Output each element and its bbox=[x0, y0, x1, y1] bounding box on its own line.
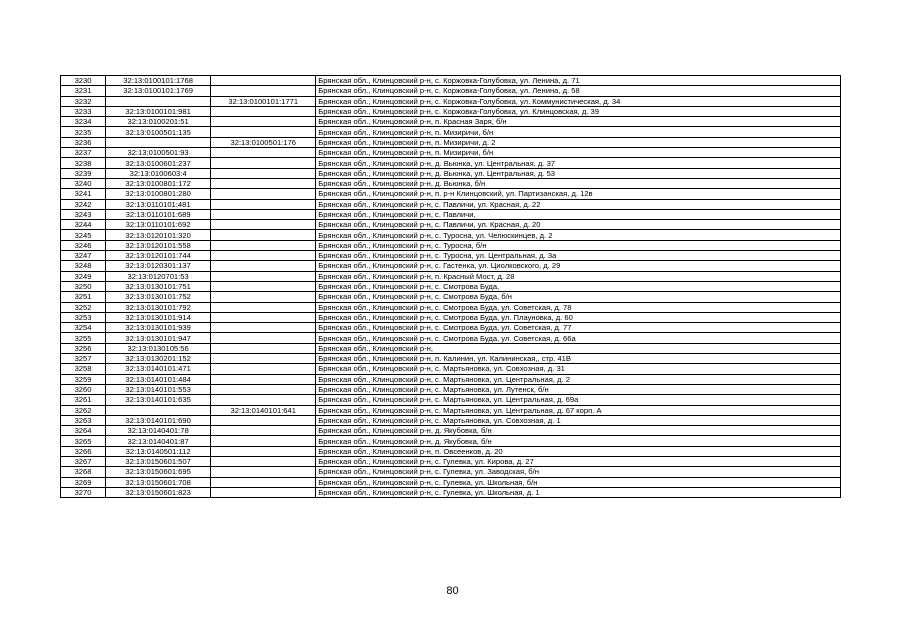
address-cell: Брянская обл., Клинцовский р-н, п. Красная Заря, б/н bbox=[316, 117, 841, 127]
table-row bbox=[61, 364, 841, 374]
address-cell: Брянская обл., Клинцовский р-н, с. Туросна, ул. Центральная, д. 3а bbox=[316, 251, 841, 261]
row-number-cell: 3234 bbox=[61, 117, 106, 127]
cadastral-number-cell: 32:13:0120701:53 bbox=[106, 271, 211, 281]
table-row bbox=[61, 117, 841, 127]
address-cell: Брянская обл., Клинцовский р-н, п. Калинин, ул. Калининская,, стр. 41В bbox=[316, 354, 841, 364]
address-cell: Брянская обл., Клинцовский р-н, с. Павличи, bbox=[316, 209, 841, 219]
address-cell: Брянская обл., Клинцовский р-н, с. Коржовка-Голубовка, ул. Ленина, д. 58 bbox=[316, 86, 841, 96]
table-row bbox=[61, 240, 841, 250]
address-cell: Брянская обл., Клинцовский р-н, с. Смотрова Буда, ул. Советская, д. 78 bbox=[316, 302, 841, 312]
cadastral-number-alt-cell bbox=[211, 302, 316, 312]
address-cell: Брянская обл., Клинцовский р-н, п. Овсеенков, д. 20 bbox=[316, 446, 841, 456]
row-number-cell: 3238 bbox=[61, 158, 106, 168]
address-cell: Брянская обл., Клинцовский р-н, с. Гулевка, ул. Заводская, б/н bbox=[316, 467, 841, 477]
row-number-cell: 3251 bbox=[61, 292, 106, 302]
cadastral-number-cell: 32:13:0100601:237 bbox=[106, 158, 211, 168]
cadastral-number-cell: 32:13:0140101:635 bbox=[106, 395, 211, 405]
row-number-cell: 3262 bbox=[61, 405, 106, 415]
address-cell: Брянская обл., Клинцовский р-н, с. Гулевка, ул. Школьная, б/н bbox=[316, 477, 841, 487]
cadastral-number-cell: 32:13:0130201:152 bbox=[106, 354, 211, 364]
cadastral-number-alt-cell bbox=[211, 374, 316, 384]
cadastral-number-alt-cell bbox=[211, 312, 316, 322]
cadastral-number-cell: 32:13:0140401:87 bbox=[106, 436, 211, 446]
table-row bbox=[61, 220, 841, 230]
cadastral-number-cell bbox=[106, 96, 211, 106]
table-row bbox=[61, 230, 841, 240]
cadastral-number-alt-cell bbox=[211, 86, 316, 96]
row-number-cell: 3230 bbox=[61, 76, 106, 86]
cadastral-number-alt-cell bbox=[211, 168, 316, 178]
row-number-cell: 3254 bbox=[61, 323, 106, 333]
table-row bbox=[61, 292, 841, 302]
table-row bbox=[61, 158, 841, 168]
cadastral-number-cell: 32:13:0100501:135 bbox=[106, 127, 211, 137]
table-row bbox=[61, 209, 841, 219]
table-row bbox=[61, 384, 841, 394]
cadastral-number-alt-cell bbox=[211, 281, 316, 291]
row-number-cell: 3268 bbox=[61, 467, 106, 477]
cadastral-number-alt-cell bbox=[211, 487, 316, 497]
cadastral-number-alt-cell bbox=[211, 240, 316, 250]
address-cell: Брянская обл., Клинцовский р-н, д. Вьюнка, ул. Центральная, д. 53 bbox=[316, 168, 841, 178]
cadastral-number-alt-cell bbox=[211, 117, 316, 127]
cadastral-number-alt-cell bbox=[211, 178, 316, 188]
cadastral-number-alt-cell: 32:13:0140101:641 bbox=[211, 405, 316, 415]
row-number-cell: 3239 bbox=[61, 168, 106, 178]
address-cell: Брянская обл., Клинцовский р-н, с. Мартьяновка, ул. Центральная, д. 2 bbox=[316, 374, 841, 384]
cadastral-number-cell: 32:13:0130105:56 bbox=[106, 343, 211, 353]
cadastral-number-alt-cell bbox=[211, 251, 316, 261]
table-row bbox=[61, 312, 841, 322]
table-row bbox=[61, 467, 841, 477]
row-number-cell: 3256 bbox=[61, 343, 106, 353]
cadastral-number-cell: 32:13:0100501:93 bbox=[106, 148, 211, 158]
row-number-cell: 3258 bbox=[61, 364, 106, 374]
cadastral-number-cell: 32:13:0100101:1768 bbox=[106, 76, 211, 86]
cadastral-number-alt-cell bbox=[211, 343, 316, 353]
table-row bbox=[61, 281, 841, 291]
cadastral-number-alt-cell bbox=[211, 477, 316, 487]
table-row bbox=[61, 168, 841, 178]
row-number-cell: 3249 bbox=[61, 271, 106, 281]
cadastral-number-cell: 32:13:0120101:558 bbox=[106, 240, 211, 250]
table-row bbox=[61, 456, 841, 466]
cadastral-number-alt-cell bbox=[211, 426, 316, 436]
row-number-cell: 3260 bbox=[61, 384, 106, 394]
table-row bbox=[61, 477, 841, 487]
table-row bbox=[61, 137, 841, 147]
row-number-cell: 3244 bbox=[61, 220, 106, 230]
cadastral-number-alt-cell bbox=[211, 158, 316, 168]
table-row bbox=[61, 251, 841, 261]
row-number-cell: 3245 bbox=[61, 230, 106, 240]
cadastral-number-cell: 32:13:0150601:695 bbox=[106, 467, 211, 477]
table-row bbox=[61, 178, 841, 188]
cadastral-number-cell: 32:13:0140401:78 bbox=[106, 426, 211, 436]
address-cell: Брянская обл., Клинцовский р-н, с. Павличи, ул. Красная, д. 22 bbox=[316, 199, 841, 209]
row-number-cell: 3241 bbox=[61, 189, 106, 199]
row-number-cell: 3250 bbox=[61, 281, 106, 291]
address-cell: Брянская обл., Клинцовский р-н, с. Мартьяновка, ул. Совхозная, д. 1 bbox=[316, 415, 841, 425]
table-row bbox=[61, 148, 841, 158]
cadastral-number-cell: 32:13:0130101:792 bbox=[106, 302, 211, 312]
cadastral-number-alt-cell bbox=[211, 456, 316, 466]
table-row bbox=[61, 199, 841, 209]
cadastral-number-cell bbox=[106, 405, 211, 415]
registry-table-body bbox=[61, 76, 841, 498]
row-number-cell: 3246 bbox=[61, 240, 106, 250]
row-number-cell: 3264 bbox=[61, 426, 106, 436]
cadastral-number-cell: 32:13:0100101:1769 bbox=[106, 86, 211, 96]
cadastral-number-alt-cell bbox=[211, 209, 316, 219]
row-number-cell: 3233 bbox=[61, 106, 106, 116]
table-row bbox=[61, 343, 841, 353]
row-number-cell: 3255 bbox=[61, 333, 106, 343]
cadastral-number-alt-cell bbox=[211, 436, 316, 446]
table-row bbox=[61, 86, 841, 96]
cadastral-number-alt-cell bbox=[211, 261, 316, 271]
row-number-cell: 3242 bbox=[61, 199, 106, 209]
cadastral-number-alt-cell bbox=[211, 354, 316, 364]
cadastral-number-cell: 32:13:0150601:823 bbox=[106, 487, 211, 497]
cadastral-number-alt-cell bbox=[211, 230, 316, 240]
cadastral-number-alt-cell bbox=[211, 220, 316, 230]
address-cell: Брянская обл., Клинцовский р-н, п. р-н Клинцовский, ул. Партизанская, д. 12в bbox=[316, 189, 841, 199]
cadastral-number-alt-cell bbox=[211, 446, 316, 456]
cadastral-number-cell: 32:13:0150601:507 bbox=[106, 456, 211, 466]
row-number-cell: 3259 bbox=[61, 374, 106, 384]
row-number-cell: 3252 bbox=[61, 302, 106, 312]
table-row bbox=[61, 395, 841, 405]
address-cell: Брянская обл., Клинцовский р-н, д. Вьюнка, б/н bbox=[316, 178, 841, 188]
table-row bbox=[61, 405, 841, 415]
cadastral-number-cell: 32:13:0100801:280 bbox=[106, 189, 211, 199]
table-row bbox=[61, 76, 841, 86]
cadastral-number-cell: 32:13:0140501:112 bbox=[106, 446, 211, 456]
table-row bbox=[61, 106, 841, 116]
address-cell: Брянская обл., Клинцовский р-н, с. Гастенка, ул. Циолковского, д. 29 bbox=[316, 261, 841, 271]
row-number-cell: 3248 bbox=[61, 261, 106, 271]
cadastral-number-alt-cell bbox=[211, 467, 316, 477]
cadastral-number-cell: 32:13:0150601:708 bbox=[106, 477, 211, 487]
cadastral-number-alt-cell bbox=[211, 415, 316, 425]
cadastral-number-alt-cell bbox=[211, 199, 316, 209]
address-cell: Брянская обл., Клинцовский р-н, с. Мартьяновка, ул. Центральная, д. 67 корп. А bbox=[316, 405, 841, 415]
row-number-cell: 3269 bbox=[61, 477, 106, 487]
cadastral-number-alt-cell: 32:13:0100501:176 bbox=[211, 137, 316, 147]
cadastral-number-alt-cell bbox=[211, 384, 316, 394]
registry-table bbox=[60, 75, 841, 498]
cadastral-number-cell: 32:13:0120101:320 bbox=[106, 230, 211, 240]
cadastral-number-alt-cell bbox=[211, 395, 316, 405]
cadastral-number-cell: 32:13:0140101:471 bbox=[106, 364, 211, 374]
cadastral-number-alt-cell bbox=[211, 189, 316, 199]
address-cell: Брянская обл., Клинцовский р-н, д. Якубовка, б/н bbox=[316, 436, 841, 446]
table-row bbox=[61, 189, 841, 199]
cadastral-number-cell: 32:13:0140101:484 bbox=[106, 374, 211, 384]
address-cell: Брянская обл., Клинцовский р-н, д. Вьюнка, ул. Центральная, д. 37 bbox=[316, 158, 841, 168]
cadastral-number-cell: 32:13:0110101:689 bbox=[106, 209, 211, 219]
cadastral-number-cell: 32:13:0100603:4 bbox=[106, 168, 211, 178]
cadastral-number-alt-cell bbox=[211, 364, 316, 374]
cadastral-number-cell: 32:13:0110101:692 bbox=[106, 220, 211, 230]
cadastral-number-cell: 32:13:0130101:751 bbox=[106, 281, 211, 291]
table-row bbox=[61, 446, 841, 456]
address-cell: Брянская обл., Клинцовский р-н, с. Коржовка-Голубовка, ул. Коммунистическая, д. 34 bbox=[316, 96, 841, 106]
address-cell: Брянская обл., Клинцовский р-н, с. Павличи, ул. Красная, д. 20 bbox=[316, 220, 841, 230]
row-number-cell: 3270 bbox=[61, 487, 106, 497]
address-cell: Брянская обл., Клинцовский р-н, п. Мизиричи, б/н bbox=[316, 148, 841, 158]
cadastral-number-cell: 32:13:0140101:553 bbox=[106, 384, 211, 394]
address-cell: Брянская обл., Клинцовский р-н, с. Смотрова Буда, ул. Плауновка, д. 60 bbox=[316, 312, 841, 322]
address-cell: Брянская обл., Клинцовский р-н, с. Смотрова Буда, bbox=[316, 281, 841, 291]
row-number-cell: 3266 bbox=[61, 446, 106, 456]
address-cell: Брянская обл., Клинцовский р-н, с. Мартьяновка, ул. Совхозная, д. 31 bbox=[316, 364, 841, 374]
address-cell: Брянская обл., Клинцовский р-н, bbox=[316, 343, 841, 353]
table-row bbox=[61, 487, 841, 497]
table-row bbox=[61, 415, 841, 425]
row-number-cell: 3243 bbox=[61, 209, 106, 219]
row-number-cell: 3235 bbox=[61, 127, 106, 137]
table-row bbox=[61, 261, 841, 271]
cadastral-number-cell bbox=[106, 137, 211, 147]
cadastral-number-cell: 32:13:0140101:690 bbox=[106, 415, 211, 425]
cadastral-number-alt-cell bbox=[211, 271, 316, 281]
table-row bbox=[61, 426, 841, 436]
table-row bbox=[61, 333, 841, 343]
table-row bbox=[61, 271, 841, 281]
address-cell: Брянская обл., Клинцовский р-н, п. Мизиричи, д. 2 bbox=[316, 137, 841, 147]
address-cell: Брянская обл., Клинцовский р-н, с. Туросна, б/н bbox=[316, 240, 841, 250]
table-row bbox=[61, 436, 841, 446]
cadastral-number-cell: 32:13:0130101:939 bbox=[106, 323, 211, 333]
address-cell: Брянская обл., Клинцовский р-н, с. Гулевка, ул. Школьная, д. 1 bbox=[316, 487, 841, 497]
cadastral-number-alt-cell bbox=[211, 106, 316, 116]
row-number-cell: 3247 bbox=[61, 251, 106, 261]
cadastral-number-alt-cell bbox=[211, 76, 316, 86]
row-number-cell: 3240 bbox=[61, 178, 106, 188]
table-row bbox=[61, 96, 841, 106]
cadastral-number-cell: 32:13:0130101:914 bbox=[106, 312, 211, 322]
cadastral-number-alt-cell bbox=[211, 127, 316, 137]
address-cell: Брянская обл., Клинцовский р-н, с. Смотрова Буда, б/н bbox=[316, 292, 841, 302]
cadastral-number-alt-cell bbox=[211, 323, 316, 333]
address-cell: Брянская обл., Клинцовский р-н, с. Мартьяновка, ул. Лутенск, б/н bbox=[316, 384, 841, 394]
table-row bbox=[61, 302, 841, 312]
address-cell: Брянская обл., Клинцовский р-н, п. Красный Мост, д. 28 bbox=[316, 271, 841, 281]
row-number-cell: 3267 bbox=[61, 456, 106, 466]
row-number-cell: 3236 bbox=[61, 137, 106, 147]
table-row bbox=[61, 323, 841, 333]
row-number-cell: 3261 bbox=[61, 395, 106, 405]
row-number-cell: 3263 bbox=[61, 415, 106, 425]
row-number-cell: 3231 bbox=[61, 86, 106, 96]
table-row bbox=[61, 354, 841, 364]
address-cell: Брянская обл., Клинцовский р-н, с. Туросна, ул. Челюскинцев, д. 2 bbox=[316, 230, 841, 240]
address-cell: Брянская обл., Клинцовский р-н, с. Гулевка, ул. Кирова, д. 27 bbox=[316, 456, 841, 466]
address-cell: Брянская обл., Клинцовский р-н, с. Смотрова Буда, ул. Советская, д. 77 bbox=[316, 323, 841, 333]
cadastral-number-alt-cell: 32:13:0100101:1771 bbox=[211, 96, 316, 106]
cadastral-number-cell: 32:13:0100101:981 bbox=[106, 106, 211, 116]
row-number-cell: 3237 bbox=[61, 148, 106, 158]
row-number-cell: 3257 bbox=[61, 354, 106, 364]
address-cell: Брянская обл., Клинцовский р-н, с. Смотрова Буда, ул. Советская, д. 66а bbox=[316, 333, 841, 343]
cadastral-number-cell: 32:13:0100201:51 bbox=[106, 117, 211, 127]
address-cell: Брянская обл., Клинцовский р-н, с. Коржовка-Голубовка, ул. Ленина, д. 71 bbox=[316, 76, 841, 86]
address-cell: Брянская обл., Клинцовский р-н, с. Мартьяновка, ул. Центральная, д. 69а bbox=[316, 395, 841, 405]
address-cell: Брянская обл., Клинцовский р-н, п. Мизиричи, б/н bbox=[316, 127, 841, 137]
row-number-cell: 3265 bbox=[61, 436, 106, 446]
cadastral-number-alt-cell bbox=[211, 292, 316, 302]
row-number-cell: 3253 bbox=[61, 312, 106, 322]
cadastral-number-cell: 32:13:0120101:744 bbox=[106, 251, 211, 261]
table-row bbox=[61, 127, 841, 137]
cadastral-number-cell: 32:13:0100801:172 bbox=[106, 178, 211, 188]
cadastral-number-cell: 32:13:0130101:752 bbox=[106, 292, 211, 302]
cadastral-number-cell: 32:13:0120301:137 bbox=[106, 261, 211, 271]
cadastral-number-cell: 32:13:0130101:947 bbox=[106, 333, 211, 343]
table-row bbox=[61, 374, 841, 384]
cadastral-number-cell: 32:13:0110101:481 bbox=[106, 199, 211, 209]
cadastral-number-alt-cell bbox=[211, 148, 316, 158]
cadastral-number-alt-cell bbox=[211, 333, 316, 343]
row-number-cell: 3232 bbox=[61, 96, 106, 106]
address-cell: Брянская обл., Клинцовский р-н, с. Коржовка-Голубовка, ул. Клинцовская, д. 39 bbox=[316, 106, 841, 116]
page-number: 80 bbox=[446, 585, 459, 597]
address-cell: Брянская обл., Клинцовский р-н, д. Якубовка, б/н bbox=[316, 426, 841, 436]
